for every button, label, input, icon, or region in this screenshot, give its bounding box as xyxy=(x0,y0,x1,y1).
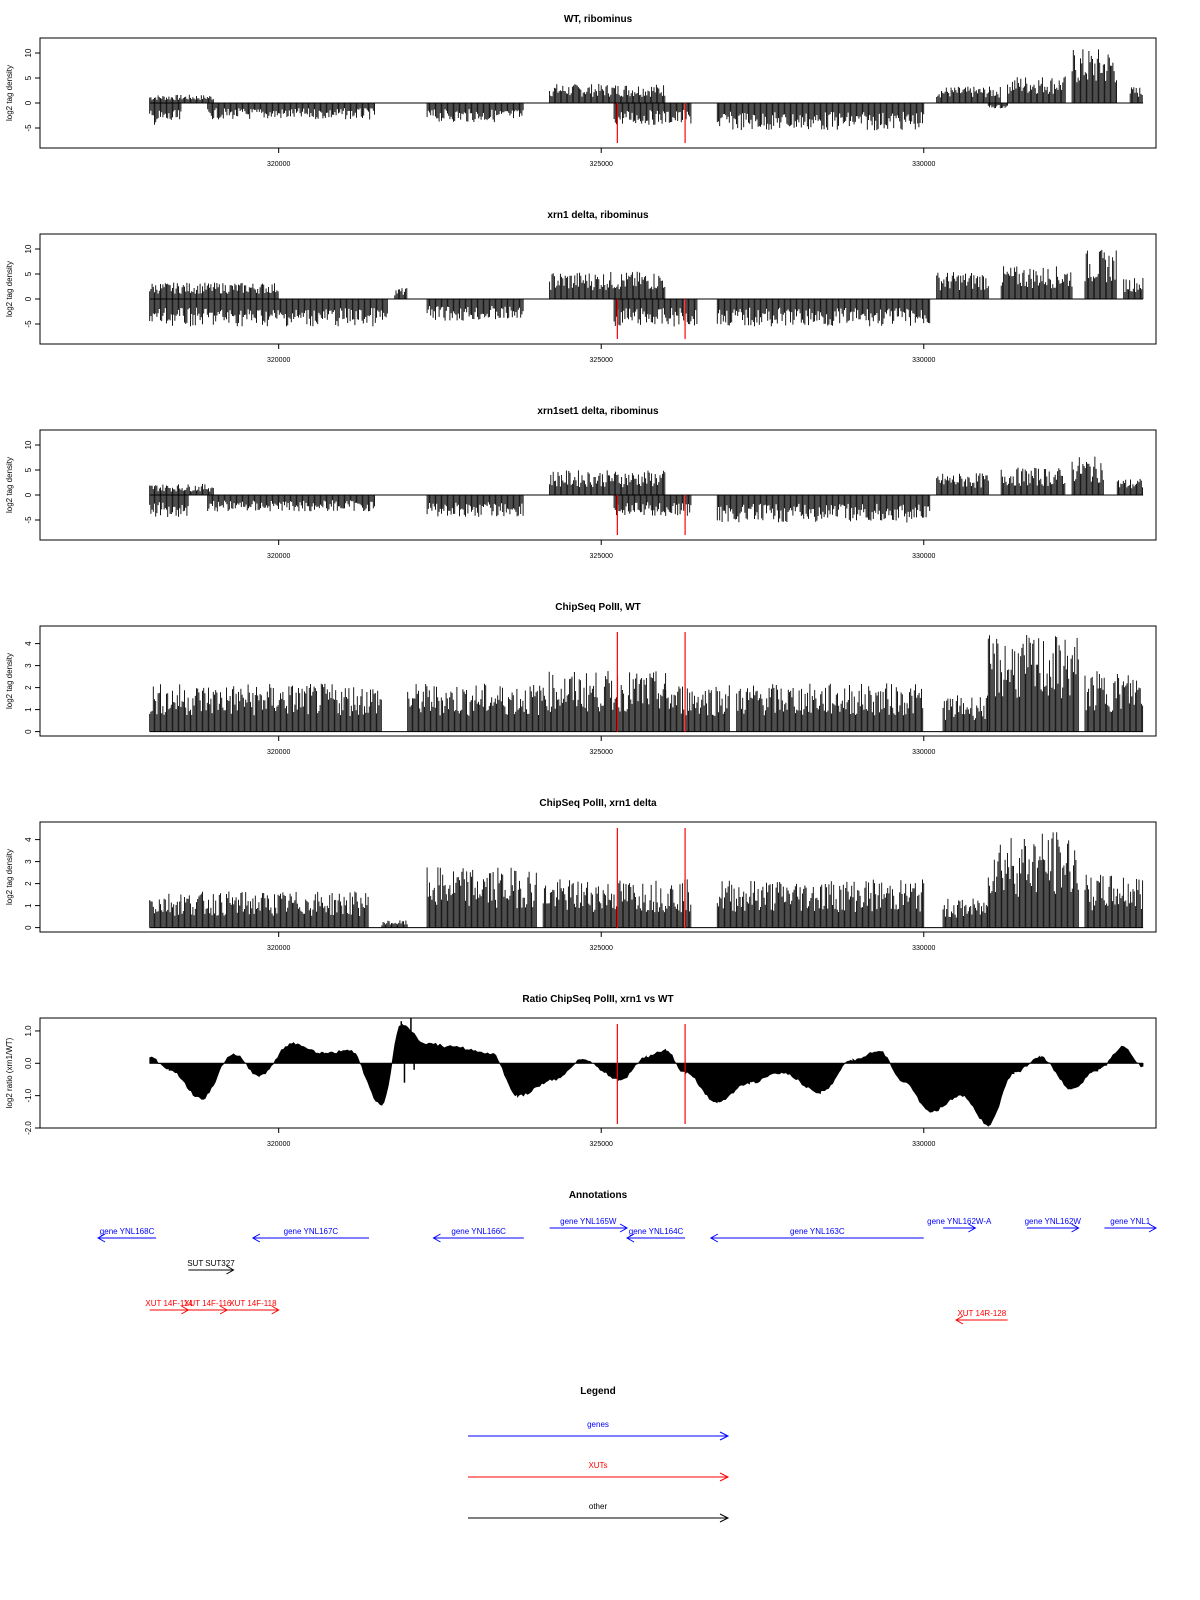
y-tick-label: 0 xyxy=(24,296,33,302)
bar-segment xyxy=(1085,875,1143,928)
annotations-panel xyxy=(98,1190,1156,1324)
annotation-feature[interactable] xyxy=(627,1227,685,1242)
x-tick-label: 325000 xyxy=(589,1141,613,1148)
x-tick-label: 325000 xyxy=(589,945,613,952)
legend-item-xuts xyxy=(468,1461,728,1481)
y-axis-label: log2 ratio (xrn1/WT) xyxy=(5,1037,14,1109)
annotation-feature[interactable] xyxy=(434,1227,524,1242)
annotation-label: gene YNL162W xyxy=(1024,1217,1081,1226)
y-tick-label: 0 xyxy=(24,100,33,106)
chart-title: Ratio ChipSeq PolII, xrn1 vs WT xyxy=(522,994,674,1005)
series-density xyxy=(150,635,1143,732)
bar-segment xyxy=(150,484,214,495)
annotation-label: SUT SUT327 xyxy=(187,1259,235,1268)
x-tick-label: 330000 xyxy=(912,357,936,364)
annotation-label: gene YNL168C xyxy=(99,1227,155,1236)
y-tick-label: 10 xyxy=(24,244,33,254)
x-tick-label: 320000 xyxy=(267,1141,291,1148)
y-tick-label: -2.0 xyxy=(24,1121,33,1135)
bar-segment xyxy=(937,272,989,299)
chart-title: ChipSeq PolII, WT xyxy=(555,602,641,613)
bar-segment xyxy=(717,103,923,130)
bar-segment xyxy=(150,103,181,125)
bar-segment xyxy=(150,684,382,732)
legend-title: Legend xyxy=(580,1386,616,1397)
x-tick-label: 325000 xyxy=(589,357,613,364)
y-axis-label: log2 tag density xyxy=(5,848,14,906)
annotation-feature[interactable] xyxy=(1104,1217,1156,1232)
legend-label: other xyxy=(588,1502,608,1511)
bar-segment xyxy=(550,272,665,299)
bar-segment xyxy=(1072,49,1116,103)
bar-segment xyxy=(614,495,691,516)
series-plus-strand xyxy=(150,250,1143,299)
chart-panel-xrn1set1 xyxy=(5,406,1156,560)
y-tick-label: 10 xyxy=(24,440,33,450)
y-tick-label: 0 xyxy=(24,729,33,734)
bar-segment xyxy=(737,683,923,731)
chart-title: xrn1set1 delta, ribominus xyxy=(537,406,659,417)
legend-label: XUTs xyxy=(588,1461,608,1470)
y-tick-label: -5 xyxy=(24,516,33,524)
bar-segment xyxy=(1124,278,1143,299)
annotation-feature[interactable] xyxy=(184,1299,232,1314)
bar-segment xyxy=(1008,77,1066,104)
annotation-feature[interactable] xyxy=(187,1259,235,1274)
chart-panel-xrn1 xyxy=(5,210,1156,364)
annotation-label: XUT 14F-114 xyxy=(145,1299,193,1308)
y-tick-label: -5 xyxy=(24,320,33,328)
series-plus-strand xyxy=(150,49,1142,103)
y-axis-label: log2 tag density xyxy=(5,260,14,318)
bar-segment xyxy=(988,635,1078,732)
chart-panel-wt xyxy=(5,14,1156,168)
y-tick-label: 1.0 xyxy=(24,1025,33,1037)
y-axis-label: log2 tag density xyxy=(5,652,14,710)
annotation-label: XUT 14R-128 xyxy=(957,1309,1007,1318)
bar-segment xyxy=(1001,266,1072,299)
bar-segment xyxy=(543,671,665,732)
bar-segment xyxy=(395,288,407,299)
y-tick-label: 0.0 xyxy=(24,1057,33,1069)
chart-panel-ratio xyxy=(5,994,1156,1148)
bar-segment xyxy=(150,95,214,103)
bar-segment xyxy=(1130,87,1142,103)
x-tick-label: 325000 xyxy=(589,161,613,168)
y-tick-label: 10 xyxy=(24,48,33,58)
x-tick-label: 320000 xyxy=(267,945,291,952)
bar-segment xyxy=(382,920,407,927)
bar-segment xyxy=(943,899,987,928)
y-tick-label: 2 xyxy=(24,881,33,886)
bar-segment xyxy=(150,299,388,326)
series-minus-strand xyxy=(150,299,930,327)
annotation-label: gene YNL167C xyxy=(283,1227,339,1236)
bar-segment xyxy=(208,103,375,120)
bar-segment xyxy=(717,880,923,928)
annotation-label: gene YNL162W-A xyxy=(927,1217,992,1226)
bar-segment xyxy=(408,684,542,732)
bar-segment xyxy=(988,103,1007,108)
y-tick-label: 1 xyxy=(24,707,33,712)
series-minus-strand xyxy=(150,495,930,523)
bar-segment xyxy=(937,87,1001,103)
y-axis-label: log2 tag density xyxy=(5,64,14,122)
bar-segment xyxy=(427,103,523,122)
bar-segment xyxy=(1085,250,1116,299)
annotation-feature[interactable] xyxy=(227,1299,279,1314)
y-tick-label: 0 xyxy=(24,925,33,930)
y-tick-label: 0 xyxy=(24,492,33,498)
series-density xyxy=(150,832,1143,927)
bar-segment xyxy=(666,685,730,731)
annotation-label: gene YNL163C xyxy=(790,1227,845,1236)
bar-segment xyxy=(427,299,523,321)
annotation-label: gene YNL165W xyxy=(560,1217,617,1226)
bar-segment xyxy=(717,299,929,326)
bar-segment xyxy=(1001,468,1065,495)
chart-panel-chip_wt xyxy=(5,602,1156,756)
y-tick-label: 5 xyxy=(24,271,33,277)
annotation-label: gene YNL1 xyxy=(1110,1217,1151,1226)
y-tick-label: 5 xyxy=(24,75,33,81)
bar-segment xyxy=(550,84,665,103)
x-tick-label: 320000 xyxy=(267,749,291,756)
legend-item-genes xyxy=(468,1420,728,1440)
annotation-label: gene YNL166C xyxy=(451,1227,506,1236)
bar-segment xyxy=(943,695,987,731)
x-tick-label: 325000 xyxy=(589,749,613,756)
y-tick-label: 2 xyxy=(24,685,33,690)
ratio-area xyxy=(150,1023,1143,1126)
bar-segment xyxy=(150,495,188,517)
y-tick-label: 3 xyxy=(24,859,33,864)
y-tick-label: -5 xyxy=(24,124,33,132)
bar-segment xyxy=(1085,671,1143,731)
annotation-feature[interactable] xyxy=(253,1227,369,1242)
y-tick-label: 3 xyxy=(24,663,33,668)
y-tick-label: 5 xyxy=(24,467,33,473)
series-minus-strand xyxy=(150,103,1008,130)
bar-segment xyxy=(717,495,929,523)
y-tick-label: 1 xyxy=(24,903,33,908)
y-tick-label: -1.0 xyxy=(24,1088,33,1103)
legend-label: genes xyxy=(587,1420,609,1429)
annotation-label: XUT 14F-118 xyxy=(229,1299,277,1308)
bar-segment xyxy=(1117,479,1142,495)
chart-title: WT, ribominus xyxy=(563,14,633,25)
annotation-feature[interactable] xyxy=(1025,1217,1082,1232)
chart-panel-chip_xrn1 xyxy=(5,798,1156,952)
y-axis-label: log2 tag density xyxy=(5,456,14,514)
x-tick-label: 330000 xyxy=(912,749,936,756)
series-plus-strand xyxy=(150,457,1143,495)
bar-segment xyxy=(614,299,697,327)
legend xyxy=(468,1386,728,1522)
annotation-feature[interactable] xyxy=(98,1227,156,1242)
bar-segment xyxy=(427,867,536,927)
y-tick-label: 4 xyxy=(24,837,33,842)
bar-segment xyxy=(988,832,1078,927)
annotations-title: Annotations xyxy=(568,1190,628,1201)
annotation-feature[interactable] xyxy=(956,1309,1008,1324)
legend-item-other xyxy=(468,1502,728,1522)
bar-segment xyxy=(937,473,989,495)
annotation-label: gene YNL164C xyxy=(628,1227,684,1236)
annotation-label: XUT 14F-116 xyxy=(184,1299,232,1308)
bar-segment xyxy=(427,495,523,517)
annotation-feature[interactable] xyxy=(550,1217,627,1232)
bar-segment xyxy=(614,103,691,125)
chart-title: ChipSeq PolII, xrn1 delta xyxy=(539,798,657,809)
x-tick-label: 325000 xyxy=(589,553,613,560)
x-tick-label: 330000 xyxy=(912,945,936,952)
x-tick-label: 330000 xyxy=(912,161,936,168)
bar-segment xyxy=(208,495,375,512)
x-tick-label: 330000 xyxy=(912,553,936,560)
bar-segment xyxy=(550,470,665,495)
bar-segment xyxy=(1072,457,1103,495)
x-tick-label: 320000 xyxy=(267,357,291,364)
y-tick-label: 4 xyxy=(24,641,33,646)
chart-title: xrn1 delta, ribominus xyxy=(547,210,649,221)
annotation-feature[interactable] xyxy=(711,1227,924,1242)
x-tick-label: 320000 xyxy=(267,553,291,560)
bar-segment xyxy=(150,892,368,928)
x-tick-label: 330000 xyxy=(912,1141,936,1148)
annotation-feature[interactable] xyxy=(927,1217,992,1232)
bar-segment xyxy=(150,283,278,299)
x-tick-label: 320000 xyxy=(267,161,291,168)
